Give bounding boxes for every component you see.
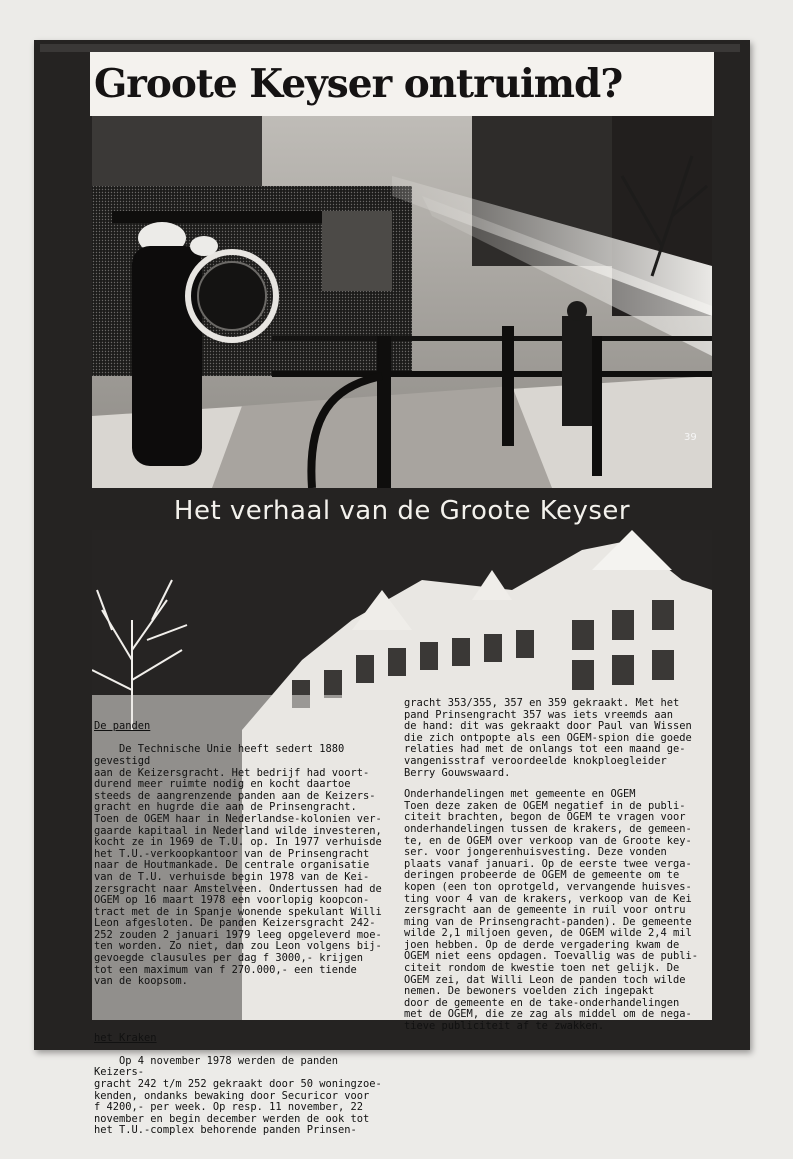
- paragraph: gracht 353/355, 357 en 359 gekraakt. Met het pand Prinsengracht 357 was iets vreemds aan de hand: dit was gekraakt door Paul van Wissen die zich ontpopte als een OGEM-spion die goede relaties had met de onlangs tot een maand ge- vangenisstraf veroordeelde knokploegleider Berry Gouwswaard.: [404, 697, 692, 779]
- article-left-column: [94, 698, 394, 1159]
- section-kraken: [94, 1009, 394, 1148]
- section-heading: De panden: [94, 720, 151, 733]
- article-right-column: [404, 698, 710, 1043]
- page-top-edge: [40, 44, 740, 52]
- section-heading: het Kraken: [94, 1031, 157, 1044]
- title-band: [90, 52, 714, 116]
- section-body: De Technische Unie heeft sedert 1880 gevestigd aan de Keizersgracht. Het bedrijf had voort- durend meer ruimte nodig en kocht daartoe steeds de aangrenzende panden aan de Keizers- gracht en hugrde die aan de Prinsengracht. Toen de OGEM haar in Nederlandse-kolonien ver- gaarde kapitaal in Nederland wilde investeren, kocht ze in 1969 de T.U. op. In 1977 verhuisde het T.U.-verkoopkantoor van de Prinsengracht naar de Houtmankade. De centrale organisatie van de T.U. verhuisde begin 1978 van de Kei- zersgracht naar Amstelveen. Ondertussen had de OGEM op 16 maart 1978 een voorlopig koopcon- tract met de in Spanje wonende spekulant Willi Leon afgesloten. De panden Keizersgracht 242- 252 zouden 2 januari 1979 leeg opgeleverd moe- ten worden. Zo niet, dan zou Leon volgens bij- gevoegde clausules per dag f 3000,- krijgen tot een maximum van f 270.000,- een tiende van de koopsom.: [94, 743, 382, 988]
- headline: Groote Keyser ontruimd?: [94, 61, 623, 107]
- subheadline: Het verhaal van de Groote Keyser: [173, 496, 631, 526]
- photo-number: 39: [684, 432, 697, 443]
- riot-police-photo: [92, 116, 712, 488]
- paragraph: Onderhandelingen met gemeente en OGEM Toen deze zaken de OGEM negatief in de publi- citeit brachten, begon de OGEM te vragen voor onderhandelingen tussen de krakers, de gemeen- te, en de OGEM over verkoop van de Groote key- ser. voor jongerenhuisvesting. Deze vonden plaats vanaf januari. Op de eerste twee verga- deringen probeerde de OGEM de gemeente om te kopen (een ton oprotgeld, vervangende huisves- ting voor 4 van de krakers, verkoop van de Kei zersgracht aan de gemeente in ruil voor ontru ming van de Prinsengracht-panden). De gemeente wilde 2,1 miljoen geven, de OGEM wilde 2,4 mil joen hebben. Op de derde vergadering kwam de OGEM niet eens opdagen. Toevallig was de publi- citeit rondom de kwestie toen net gelijk. De OGEM zei, dat Willi Leon de panden toch wilde nemen. De bewoners voelden zich ingepakt door de gemeente en de take-onderhandelingen met de OGEM, die ze zag als middel om de nega- tieve publiciteit af te zwakken.: [404, 788, 699, 1033]
- section-panden: [94, 698, 394, 999]
- section-body: Op 4 november 1978 werden de panden Keizers- gracht 242 t/m 252 gekraakt door 50 woningzoe- kenden, ondanks bewaking door Securicor voor f 4200,- per week. Op resp. 11 november, 22 november en begin december werden de ook tot het T.U.-complex behorende panden Prinsen-: [94, 1054, 382, 1137]
